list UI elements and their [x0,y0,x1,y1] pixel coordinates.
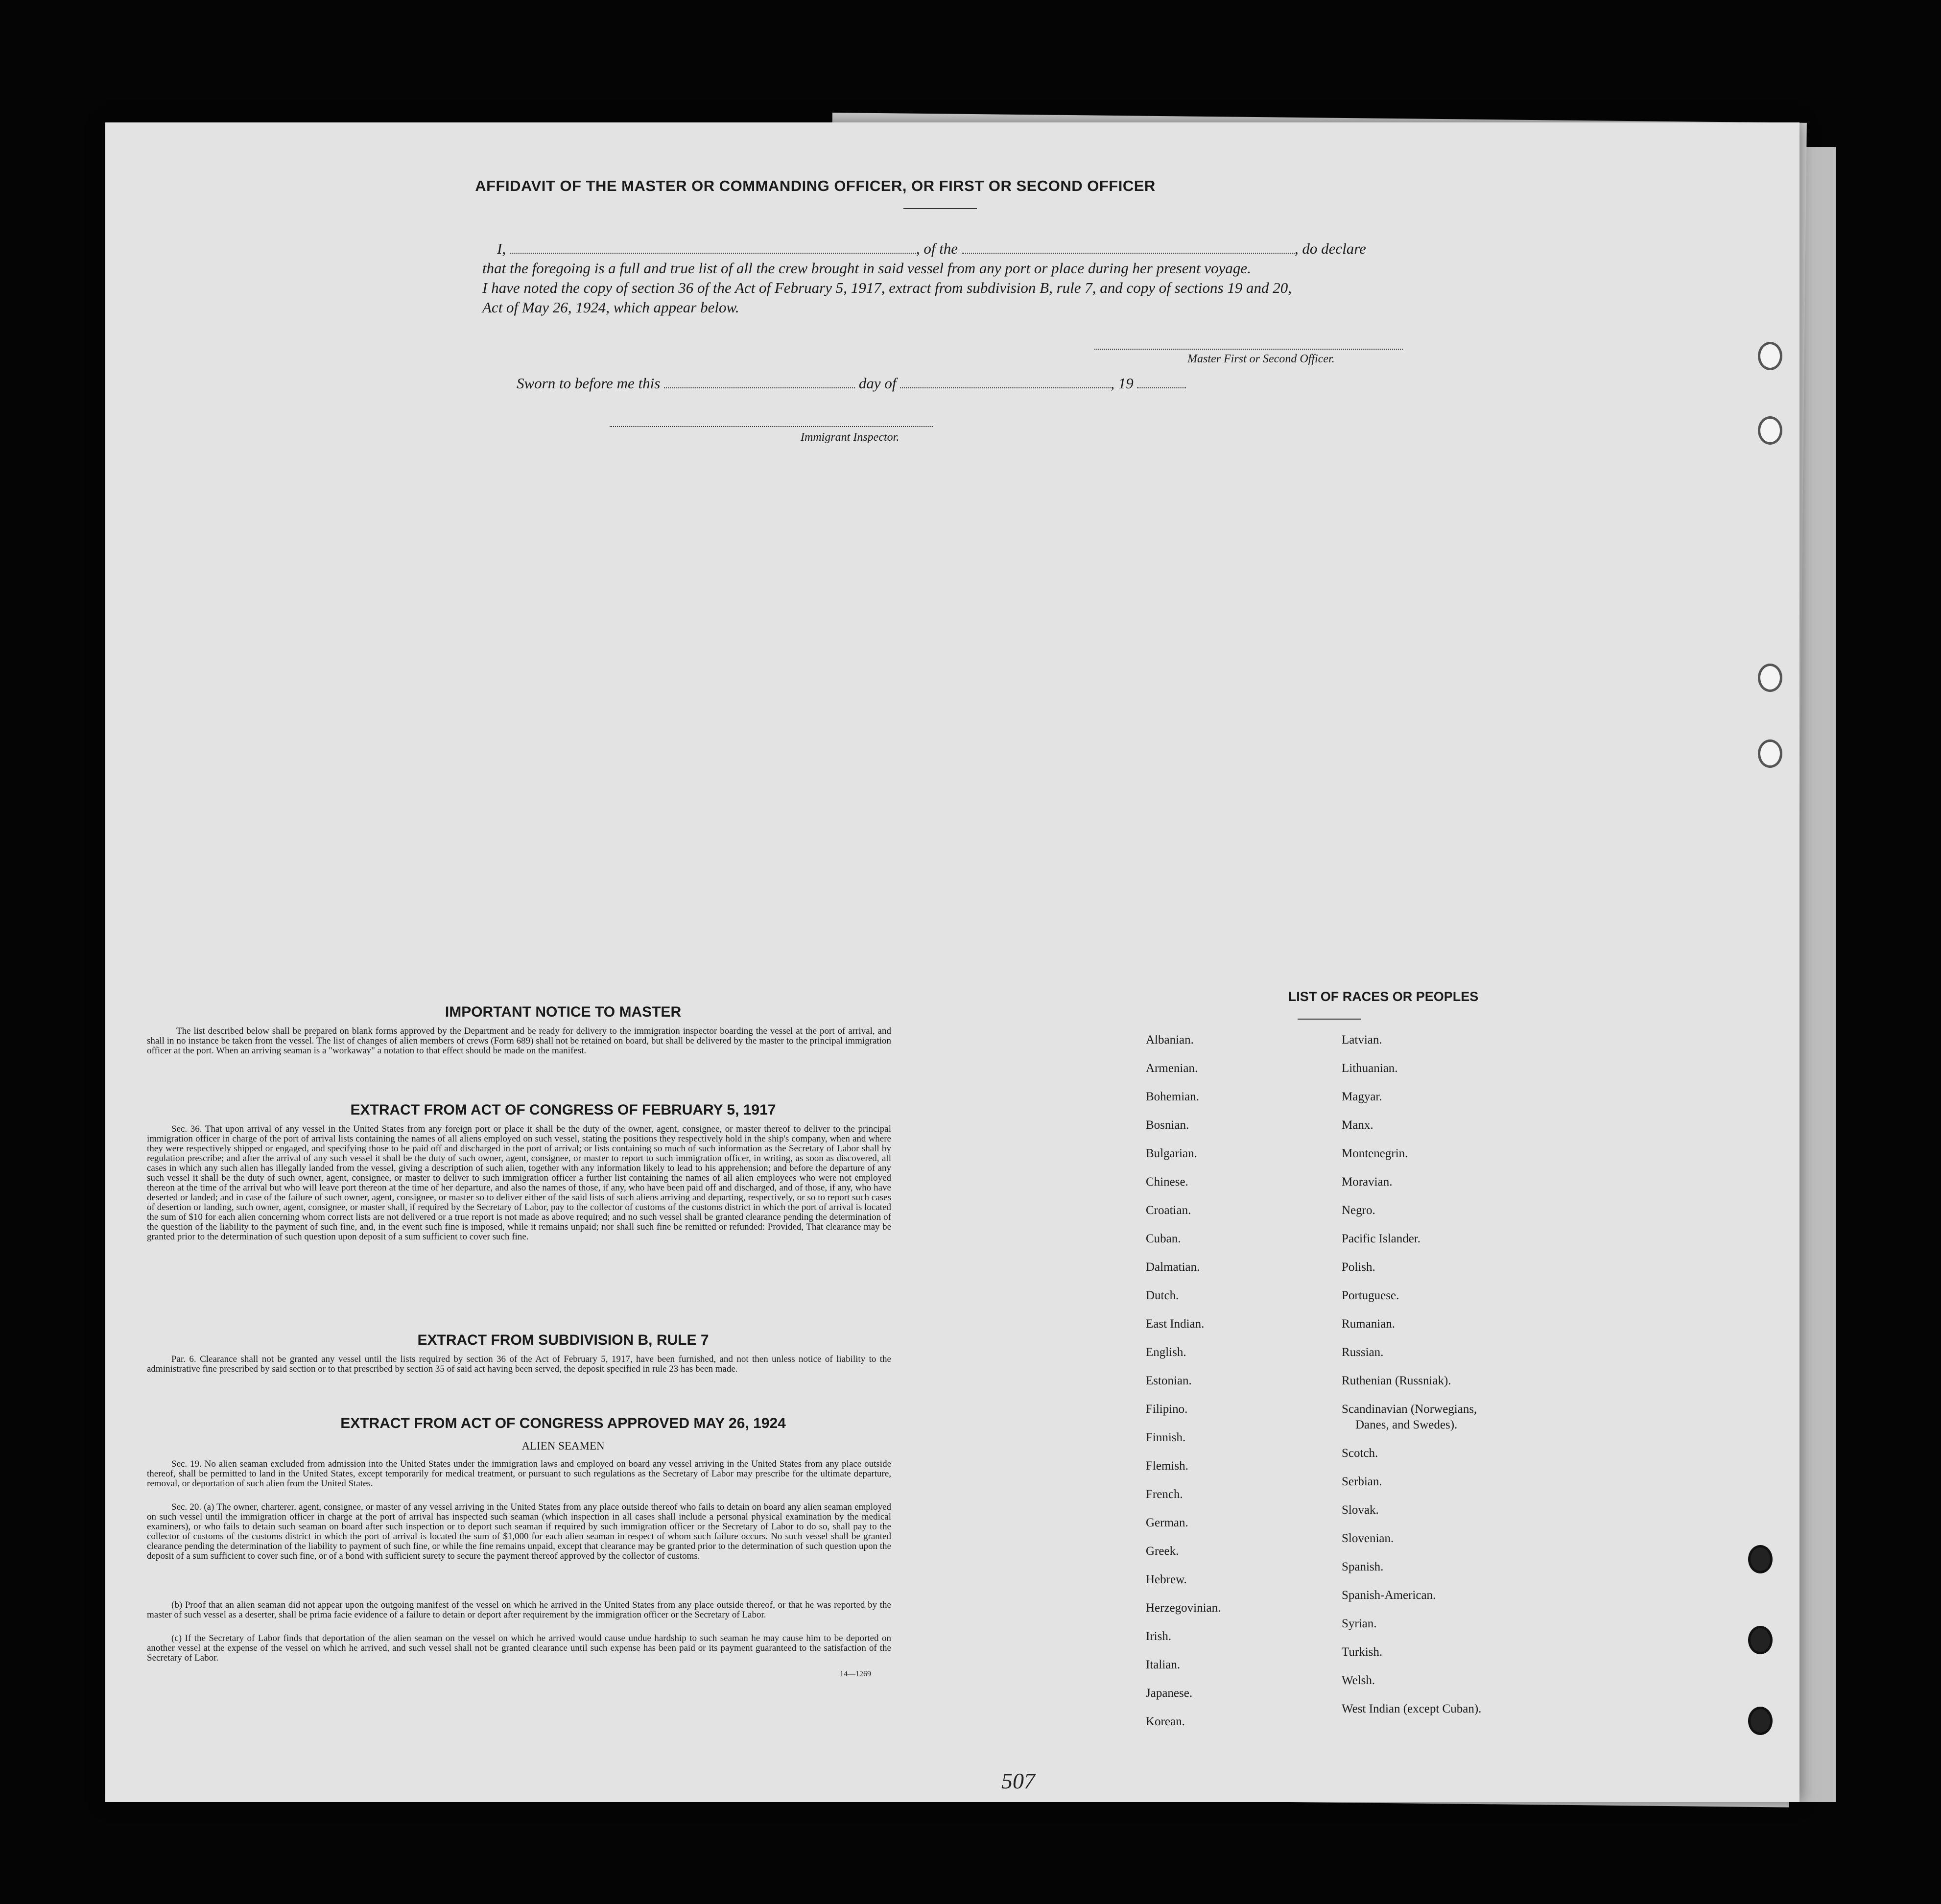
race-item: Greek. [1146,1545,1179,1558]
race-item: Cuban. [1146,1232,1181,1245]
race-item: Estonian. [1146,1374,1192,1387]
affidavit-line-2: that the foregoing is a full and true list of all the crew brought in said vessel from any port or place during her present voyage. [482,260,1251,277]
sworn-prefix: Sworn to before me this [517,375,661,392]
affidavit-i: I, [497,240,506,257]
inspector-signature-line [610,426,933,427]
race-item: West Indian (except Cuban). [1342,1702,1482,1715]
extract-1924-sec19: Sec. 19. No alien seaman excluded from admission into the United States under the immigration laws and employed on board any vessel arriving in the United States from any place outside thereof, shall be permitted to land in the United States, except temporarily for medical treatment, or pursuant to such regulations as the Secretary of Labor may prescribe for the ultimate departure, removal, or deportation of such alien from the United States. [147,1459,891,1489]
affidavit-line-3: I have noted the copy of section 36 of the Act of February 5, 1917, extract from subdivision B, rule 7, and copy of sections 19 and 20, [482,279,1292,296]
sworn-day-of: day of [858,375,897,392]
race-item: Polish. [1342,1261,1375,1274]
master-label: Master First or Second Officer. [1187,353,1335,365]
binder-hole [1758,342,1782,370]
affidavit-line-4: Act of May 26, 1924, which appear below. [482,299,739,316]
affidavit-title: AFFIDAVIT OF THE MASTER OR COMMANDING OFFICER, OR FIRST OR SECOND OFFICER [475,177,1156,194]
race-item: Latvian. [1342,1033,1382,1047]
race-item: Italian. [1146,1658,1181,1671]
race-item: Herzegovinian. [1146,1601,1221,1615]
extract-1924-title: EXTRACT FROM ACT OF CONGRESS APPROVED MAY 26, 1924 [340,1415,786,1431]
race-item: Serbian. [1342,1475,1382,1488]
race-item: Magyar. [1342,1090,1382,1103]
race-item: Slovenian. [1342,1532,1394,1545]
race-item: Bulgarian. [1146,1147,1197,1160]
race-item: Albanian. [1146,1033,1194,1047]
race-item: Spanish-American. [1342,1589,1436,1602]
races-title: LIST OF RACES OR PEOPLES [1288,989,1479,1004]
inspector-label: Immigrant Inspector. [801,431,899,444]
race-item: Spanish. [1342,1560,1384,1573]
master-signature-line [1094,349,1403,350]
title-underline [903,208,977,209]
race-item: Dutch. [1146,1289,1179,1302]
form-number: 14—1269 [840,1670,871,1678]
race-item: Irish. [1146,1630,1172,1643]
race-item: Pacific Islander. [1342,1232,1421,1245]
race-item: Bosnian. [1146,1119,1189,1132]
affidavit-of-the: , of the [916,240,958,257]
race-item: Portuguese. [1342,1289,1399,1302]
race-item: Hebrew. [1146,1573,1187,1586]
affidavit-do-declare: , do declare [1294,240,1366,257]
race-item: Negro. [1342,1204,1375,1217]
race-item: Slovak. [1342,1503,1379,1517]
race-item: Welsh. [1342,1674,1375,1687]
race-item: Montenegrin. [1342,1147,1408,1160]
race-item: Croatian. [1146,1204,1191,1217]
race-item: Moravian. [1342,1175,1393,1189]
extract-1924-sec20c: (c) If the Secretary of Labor finds that deportation of the alien seaman on the vessel on which he arrived would cause undue hardship to such seaman he may cause him to be deported on another vessel at the expense of the vessel on which he arrived, and such vessel shall not be granted clearance until such expense has been paid or its payment guaranteed to the satisfaction of the Secretary of Labor. [147,1633,891,1663]
race-item: Syrian. [1342,1617,1377,1630]
affidavit-line-1 [497,240,1366,258]
race-item: Russian. [1342,1346,1384,1359]
race-item: Ruthenian (Russniak). [1342,1374,1451,1387]
binder-hole [1748,1707,1773,1735]
extract-rule7-body: Par. 6. Clearance shall not be granted any vessel until the lists required by section 36 of the Act of February 5, 1917, have been furnished, and not then unless notice of liability to the administrative fine prescribed by said section or to that prescribed by section 35 of said act having been served, the deposit specified in rule 23 has been made. [147,1354,891,1374]
race-item: Scandinavian (Norwegians, [1342,1403,1477,1416]
notice-title: IMPORTANT NOTICE TO MASTER [445,1004,682,1020]
race-item: Finnish. [1146,1431,1186,1444]
races-title-underline [1298,1019,1361,1020]
extract-1917-body: Sec. 36. That upon arrival of any vessel in the United States from any foreign port or place it shall be the duty of the owner, agent, consignee, or master thereof to deliver to the principal immigration officer in charge of the port of arrival lists containing the names of all aliens employed on such vessel, stating the positions they respectively hold in the ship's company, when and where they were respectively shipped or engaged, and specifying those to be paid off and discharged in the port of arrival; or lists containing so much of such information as the Secretary of Labor shall by regulation prescribe; and after the arrival of any such vessel it shall be the duty of such owner, agent, consignee, or master to report to such immigration officer, in writing, as soon as discovered, all cases in which any such alien has illegally landed from the vessel, giving a description of such alien, together with any information likely to lead to his apprehension; and before the departure of any such vessel it shall be the duty of such owner, agent, consignee, or master to deliver to such immigration officer a further list containing the names of all alien employees who were not employed thereon at the time of the arrival but who will leave port thereon at the time of her departure, and also the names of those, if any, who have been paid off and discharged, and of those, if any, who have deserted or landed; and in case of the failure of such owner, agent, consignee, or master so to deliver either of the said lists of such aliens arriving and departing, respectively, or so to report such cases of desertion or landing, such owner, agent, consignee, or master shall, if required by the Secretary of Labor, pay to the collector of customs of the customs district in which the port of arrival is located the sum of $10 for each alien concerning whom correct lists are not delivered or a true report is not made as above required; and no such vessel shall be granted clearance pending the determination of the question of the liability to the payment of such fine, and, in the event such fine is imposed, while it remains unpaid; nor shall such fine be remitted or refunded: Provided, That clearance may be granted prior to the determination of such question upon deposit of a sum sufficient to cover such fine. [147,1124,891,1242]
race-item: Chinese. [1146,1175,1188,1189]
document-page [105,122,1799,1802]
race-item: Dalmatian. [1146,1261,1200,1274]
race-item: Armenian. [1146,1062,1198,1075]
race-item: Scotch. [1342,1447,1378,1460]
binder-hole [1758,664,1782,692]
sworn-year: , 19 [1111,375,1134,392]
extract-1924-subtitle: ALIEN SEAMEN [521,1440,605,1452]
race-item: Turkish. [1342,1645,1383,1659]
race-item: East Indian. [1146,1317,1205,1331]
binder-hole [1748,1545,1773,1573]
race-item: French. [1146,1488,1183,1501]
binder-hole [1748,1626,1773,1654]
name-blank [510,242,916,254]
race-item: Japanese. [1146,1687,1193,1700]
race-item: Bohemian. [1146,1090,1200,1103]
extract-1917-title: EXTRACT FROM ACT OF CONGRESS OF FEBRUARY 5, 1917 [350,1102,776,1118]
race-item: German. [1146,1516,1188,1529]
race-item: Lithuanian. [1342,1062,1398,1075]
race-item: Manx. [1342,1119,1373,1132]
binder-hole [1758,739,1782,768]
binder-hole [1758,416,1782,445]
race-item: Korean. [1146,1715,1185,1728]
notice-body: The list described below shall be prepared on blank forms approved by the Department and be ready for delivery to the immigration inspector boarding the vessel at the port of arrival, and shall in no instance be taken from the vessel. The list of changes of alien members of crews (Form 689) shall not be retained on board, but shall be delivered by the master to the principal immigration officer at the port. When an arriving seaman is a "workaway" a notation to that effect should be made on the manifest. [147,1026,891,1056]
sworn-year-blank [1137,377,1186,388]
race-item: Flemish. [1146,1459,1188,1473]
race-item: Filipino. [1146,1403,1188,1416]
race-item: Rumanian. [1342,1317,1396,1331]
extract-1924-sec20b: (b) Proof that an alien seaman did not appear upon the outgoing manifest of the vessel on which he arrived in the United States from any place outside thereof, or that he was reported by the master of such vessel as a deserter, shall be prima facie evidence of a failure to detain or deport after requirement by the immigration officer or the Secretary of Labor. [147,1600,891,1620]
vessel-blank [962,242,1295,254]
extract-1924-sec20a: Sec. 20. (a) The owner, charterer, agent, consignee, or master of any vessel arriving in the United States from any place outside thereof who fails to detain on board any alien seaman employed on such vessel until the immigration officer in charge at the port of arrival has inspected such seaman (which inspection in all cases shall include a personal physical examination by the medical examiners), or who fails to detain such seaman on board after such inspection or to deport such seaman if required by such immigration officer or the Secretary of Labor to do so, shall pay to the collector of customs of the customs district in which the port of arrival is located the sum of $1,000 for each alien seaman in respect of whom such failure occurs. No such vessel shall be granted clearance pending the determination of the liability to payment of such fine, or while the fine remains unpaid, except that clearance may be granted prior to the determination of such question upon the deposit of a sum sufficient to cover such fine, or of a bond with sufficient surety to secure the payment thereof approved by the collector of customs. [147,1502,891,1561]
sworn-day-blank [664,377,855,388]
handwritten-page-number: 507 [1001,1768,1035,1793]
extract-rule7-title: EXTRACT FROM SUBDIVISION B, RULE 7 [417,1332,709,1348]
race-item: Danes, and Swedes). [1355,1418,1458,1431]
sworn-month-blank [900,377,1111,388]
sworn-line [517,375,1186,392]
race-item: English. [1146,1346,1186,1359]
